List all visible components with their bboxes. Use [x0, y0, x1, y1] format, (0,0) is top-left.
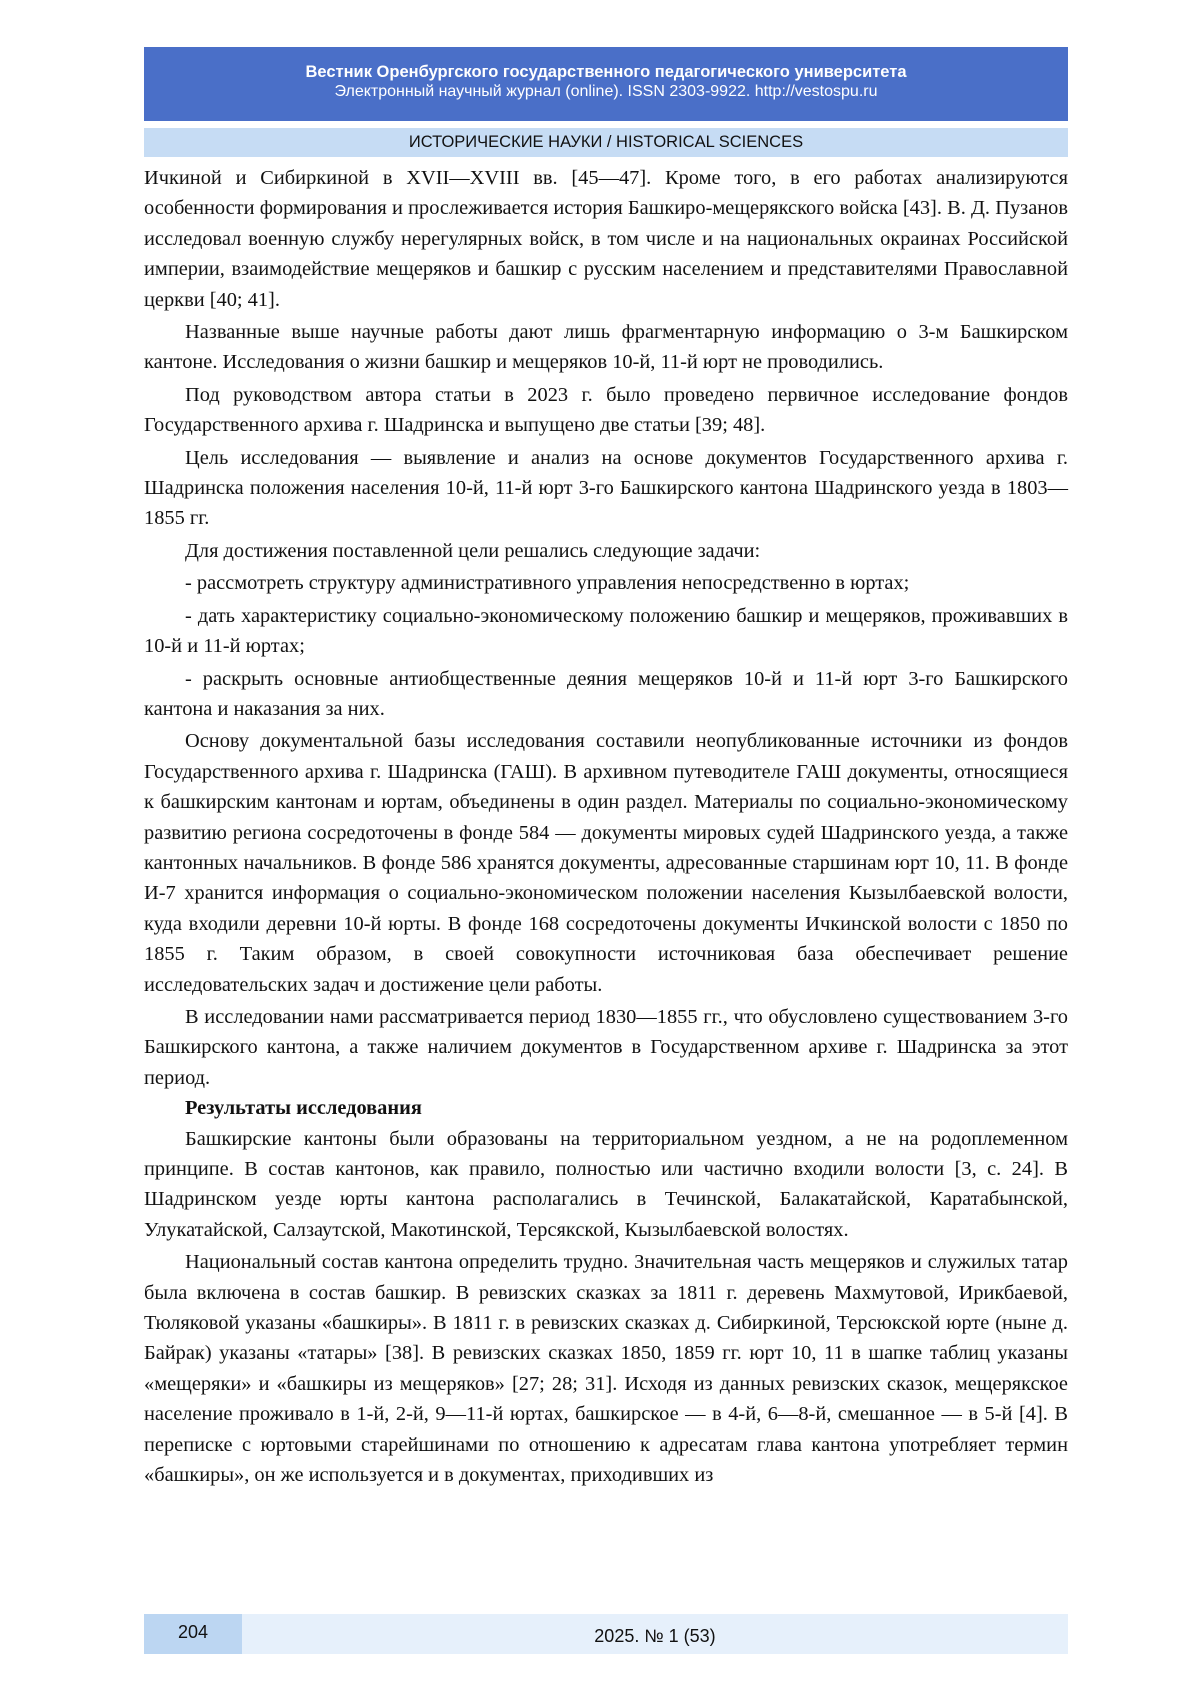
- paragraph: Ичкиной и Сибиркиной в XVII—XVIII вв. [45—47]. Кроме того, в его работах анализируются особенности формирования и прослеживается история Башкиро-мещерякского войска [43]. В. Д. Пузанов исследовал военную службу нерегулярных войск, в том числе и на национальных окраинах Российской империи, взаимодействие мещеряков и башкир с русским населением и представителями Православной церкви [40; 41].: [144, 167, 1068, 311]
- paragraph: Национальный состав кантона определить трудно. Значительная часть мещеряков и служилых татар была включена в состав башкир. В ревизских сказках за 1811 г. деревень Махмутовой, Ирикбаевой, Тюляковой указаны «башкиры». В 1811 г. в ревизских сказках д. Сибиркиной, Терсюкской юрте (ныне д. Байрак) указаны «татары» [38]. В ревизских сказках 1850, 1859 гг. юрт 10, 11 в шапке таблиц указаны «мещеряки» и «башкиры из мещеряков» [27; 28; 31]. Исходя из данных ревизских сказок, мещерякское население проживало в 1-й, 2-й, 9—11-й юртах, башкирское — в 4-й, 6—8-й, смешанное — в 5-й [4]. В переписке с юртовыми старейшинами по отношению к адресатам глава кантона употребляет термин «башкиры», он же используется и в документах, приходивших из: [144, 1251, 1068, 1487]
- issue-label: 2025. № 1 (53): [594, 1626, 716, 1646]
- journal-title: Вестник Оренбургского государственного педагогического университета: [305, 63, 907, 81]
- section-heading: Результаты исследования: [185, 1097, 422, 1120]
- paragraph: Для достижения поставленной цели решались следующие задачи:: [185, 539, 761, 562]
- article-body: [144, 163, 1068, 1490]
- paragraph: Башкирские кантоны были образованы на территориальном уездном, а не на родоплеменном принципе. В состав кантонов, как правило, полностью или частично входили волости [3, с. 24]. В Шадринском уезде юрты кантона располагались в Течинской, Балакатайской, Каратабынской, Улукатайской, Салзаутской, Макотинской, Терсякской, Кызылбаевской волостях.: [144, 1127, 1068, 1241]
- paragraph: В исследовании нами рассматривается период 1830—1855 гг., что обусловлено существованием 3-го Башкирского кантона, а также наличием документов в Государственном архиве г. Шадринска за этот период.: [144, 1005, 1068, 1089]
- list-item: - рассмотреть структуру административного управления непосредственно в юртах;: [185, 572, 910, 595]
- list-item: - раскрыть основные антиобщественные деяния мещеряков 10-й и 11-й юрт 3-го Башкирского кантона и наказания за них.: [144, 667, 1068, 720]
- page-number: 204: [144, 1614, 242, 1654]
- paragraph: Под руководством автора статьи в 2023 г. было проведено первичное исследование фондов Государственного архива г. Шадринска и выпущено две статьи [39; 48].: [144, 383, 1068, 437]
- paragraph: Основу документальной базы исследования составили неопубликованные источники из фондов Государственного архива г. Шадринска (ГАШ). В архивном путеводителе ГАШ документы, относящиеся к башкирским кантонам и юртам, объединены в один раздел. Материалы по социально-экономическому развитию региона сосредоточены в фонде 584 — документы мировых судей Шадринского уезда, а также кантонных начальников. В фонде 586 хранятся документы, адресованные старшинам юрт 10, 11. В фонде И-7 хранится информация о социально-экономическом положении населения Кызылбаевской волости, куда входили деревни 10-й юрты. В фонде 168 сосредоточены документы Ичкинской волости с 1850 по 1855 г. Таким образом, в своей совокупности источниковая база обеспечивает решение исследовательских задач и достижение цели работы.: [144, 730, 1068, 996]
- section-title: ИСТОРИЧЕСКИЕ НАУКИ / HISTORICAL SCIENCES: [144, 128, 1068, 157]
- journal-subtitle: Электронный научный журнал (online). ISSN 2303-9922. http://vestospu.ru: [334, 83, 878, 100]
- list-item: - дать характеристику социально-экономическому положению башкир и мещеряков, проживавших в 10-й и 11-й юртах;: [144, 604, 1068, 658]
- paragraph: Названные выше научные работы дают лишь фрагментарную информацию о 3-м Башкирском кантоне. Исследования о жизни башкир и мещеряков 10-й, 11-й юрт не проводились.: [144, 321, 1068, 374]
- journal-header: [144, 47, 1068, 121]
- page-footer: [144, 1614, 1068, 1654]
- paragraph: Цель исследования — выявление и анализ на основе документов Государственного архива г. Шадринска положения населения 10-й, 11-й юрт 3-го Башкирского кантона Шадринского уезда в 1803—1855 гг.: [144, 446, 1068, 530]
